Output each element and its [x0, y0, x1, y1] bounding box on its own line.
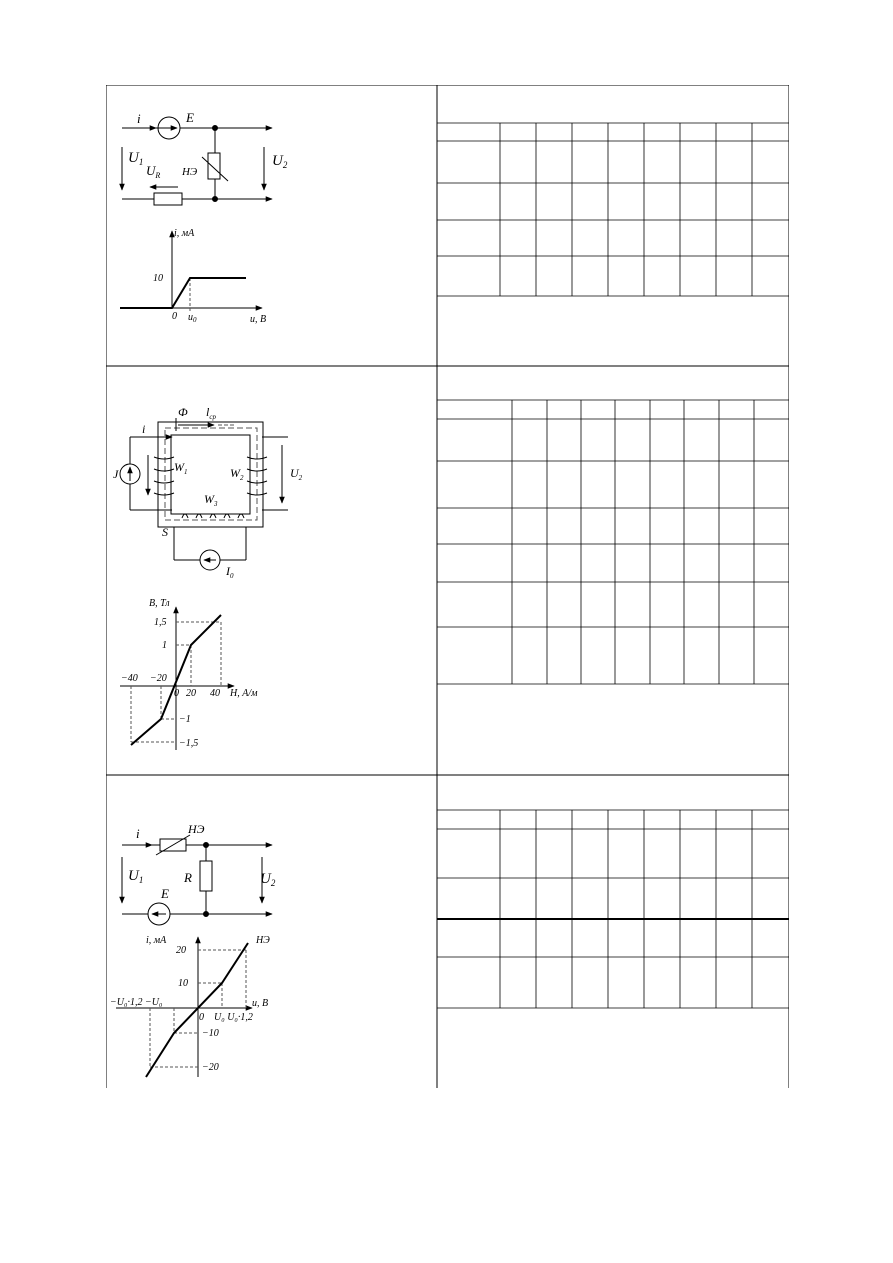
g1-tick-u0: u: [188, 312, 193, 323]
outer-grid: [106, 85, 789, 1088]
c1-u2: U: [272, 153, 283, 169]
c3-current: i: [136, 826, 140, 841]
svg-text:W2: $W_2$: [230, 466, 244, 482]
g3-tick-10: 10: [178, 978, 188, 989]
svg-text:U1: $U_1$: [128, 150, 144, 167]
c2-w3: W: [204, 492, 214, 506]
g2-tick-40: 40: [210, 688, 220, 699]
task-sheet: [106, 85, 789, 1088]
c1-source: E: [186, 110, 194, 125]
graph-1-curve: [120, 278, 246, 308]
c2-area: S: [162, 525, 168, 539]
c2-i0: I: [226, 564, 230, 578]
svg-text:U2: $U_2$: [290, 466, 303, 482]
g3-ylabel: i, мА: [146, 935, 167, 946]
svg-text:W1: $W_1$: [174, 460, 188, 476]
svg-text:lср: $l_{ср}$: [206, 405, 216, 421]
c1-u1: U: [128, 150, 139, 166]
task-frame: [106, 85, 789, 1088]
g1-tick-10: 10: [153, 273, 163, 284]
g3-x-origin: 0: [199, 1012, 204, 1023]
svg-text:U2: $U_2$: [260, 871, 276, 888]
circuit-3: [122, 835, 272, 925]
table-3: [437, 810, 789, 1008]
svg-text:U2: $U_2$: [272, 153, 288, 170]
c3-u2: U: [260, 871, 271, 887]
c3-resistor: R: [184, 870, 192, 885]
c1-ur: U: [146, 163, 156, 178]
g3-x-neg: −U₀·1,2 −U₀: [110, 997, 163, 1008]
c2-current: i: [142, 422, 146, 436]
g1-ylabel: i, мА: [174, 228, 195, 239]
g2-xlabel: H, А/м: [230, 688, 258, 699]
g3-xlabel: u, B: [252, 998, 269, 1009]
graph-2-labels: [121, 598, 258, 749]
c2-source: J: [113, 467, 119, 481]
circuit-1: [122, 117, 272, 205]
c3-u1: U: [128, 868, 139, 884]
c2-w1: W: [174, 460, 184, 474]
g2-tick-m1: −1: [179, 714, 191, 725]
c1-element: НЭ: [182, 166, 198, 178]
svg-text:U1: $U_1$: [128, 868, 144, 885]
g3-tick-m10: −10: [202, 1028, 219, 1039]
c2-flux: Ф: [178, 405, 188, 419]
g3-x-pos: U₀ U₀·1,2: [214, 1012, 253, 1023]
g2-tick-0: 0: [174, 688, 179, 699]
graph-3-curve: [146, 943, 248, 1077]
svg-text:I0: $I_0$: [226, 564, 234, 580]
g2-tick-15: 1,5: [154, 617, 167, 628]
c2-lcp: l: [206, 405, 210, 419]
g1-tick-0: 0: [172, 311, 177, 322]
g2-tick-m15: −1,5: [179, 738, 199, 749]
c3-source: E: [161, 886, 169, 901]
svg-text:u0: $u_0$: [188, 312, 197, 324]
g2-ylabel: B, Тл: [149, 598, 170, 609]
c1-current: i: [137, 111, 141, 126]
graph-1: [120, 231, 262, 311]
g2-tick-m20: −20: [150, 673, 167, 684]
svg-text:UR: $U_R$: [146, 163, 161, 180]
g2-tick-m40: −40: [121, 673, 138, 684]
graph-1-labels: [153, 228, 266, 325]
g1-xlabel: u, B: [250, 314, 267, 325]
table-2: [437, 400, 789, 684]
g2-tick-20: 20: [186, 688, 196, 699]
c2-u2: U: [290, 466, 299, 480]
c2-w2: W: [230, 466, 240, 480]
g3-tick-20: 20: [176, 945, 186, 956]
g3-tick-m20: −20: [202, 1062, 219, 1073]
c3-element: НЭ: [188, 822, 205, 836]
svg-text:W3: $W_3$: [204, 492, 218, 508]
g2-tick-1: 1: [162, 640, 167, 651]
table-1: [437, 123, 789, 296]
g3-curve-label: НЭ: [256, 935, 270, 946]
